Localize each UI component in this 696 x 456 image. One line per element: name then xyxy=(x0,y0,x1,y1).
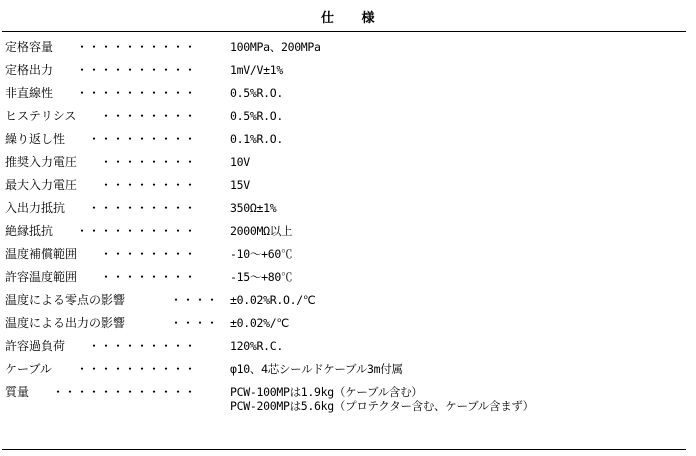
spec-label: 温度による出力の影響 xyxy=(5,316,126,330)
spec-row-allowable-temp-range xyxy=(0,270,696,290)
spec-value: 120%R.C. xyxy=(230,339,283,353)
spec-label: 入出力抵抗 xyxy=(5,201,66,215)
top-divider xyxy=(2,31,686,32)
spec-label: 許容温度範囲 xyxy=(5,270,78,284)
spec-row-temp-effect-output xyxy=(0,316,696,336)
spec-label: 許容過負荷 xyxy=(5,339,66,353)
spec-value: φ10、4芯シールドケーブル3m付属 xyxy=(230,362,403,376)
spec-label: ヒステリシス xyxy=(5,109,77,123)
spec-label: 質量 xyxy=(5,385,30,399)
spec-label: 最大入力電圧 xyxy=(5,178,78,192)
spec-label: 定格出力 xyxy=(5,63,54,77)
spec-row-nonlinearity xyxy=(0,86,696,106)
spec-value: -15～+80℃ xyxy=(230,270,293,284)
spec-leader: ・・・・・・・・ xyxy=(100,247,197,261)
spec-row-allowable-overload xyxy=(0,339,696,359)
spec-label: 非直線性 xyxy=(5,86,54,100)
spec-row-rated-capacity xyxy=(0,40,696,60)
spec-label: ケーブル xyxy=(5,362,52,376)
spec-value-line-1: PCW-100MPは1.9kg（ケーブル含む） xyxy=(230,385,423,399)
spec-value: 0.5%R.O. xyxy=(230,86,283,100)
spec-row-recommended-voltage xyxy=(0,155,696,175)
spec-leader: ・・・・・・・・・ xyxy=(88,201,197,215)
spec-leader: ・・・・・・・・・ xyxy=(88,339,197,353)
spec-leader: ・・・・・・・・・・ xyxy=(76,40,197,54)
spec-value: 2000MΩ以上 xyxy=(230,224,293,238)
spec-leader: ・・・・・・・・ xyxy=(100,270,197,284)
spec-label: 絶縁抵抗 xyxy=(5,224,54,238)
spec-value: 350Ω±1% xyxy=(230,201,277,215)
spec-row-mass xyxy=(0,385,696,419)
spec-label: 繰り返し性 xyxy=(5,132,66,146)
spec-label: 温度による零点の影響 xyxy=(5,293,126,307)
spec-value: ±0.02%/℃ xyxy=(230,316,289,330)
spec-row-insulation-resistance xyxy=(0,224,696,244)
spec-value-line-2: PCW-200MPは5.6kg（プロテクター含む、ケーブル含まず） xyxy=(230,399,534,413)
spec-row-compensated-temp-range xyxy=(0,247,696,267)
spec-row-temp-effect-zero xyxy=(0,293,696,313)
spec-row-max-voltage xyxy=(0,178,696,198)
spec-value: 100MPa、200MPa xyxy=(230,40,321,54)
page-title: 仕 様 xyxy=(320,11,375,26)
spec-leader: ・・・・・・・・ xyxy=(100,109,197,123)
spec-leader: ・・・・・・・・ xyxy=(100,155,197,169)
spec-label: 定格容量 xyxy=(5,40,54,54)
spec-value: ±0.02%R.O./℃ xyxy=(230,293,316,307)
spec-row-repeatability xyxy=(0,132,696,152)
spec-value: -10～+60℃ xyxy=(230,247,293,261)
spec-row-cable xyxy=(0,362,696,382)
bottom-divider xyxy=(2,449,686,450)
spec-value: 15V xyxy=(230,178,250,192)
spec-row-rated-output xyxy=(0,63,696,83)
spec-value-multiline xyxy=(230,385,534,413)
spec-leader: ・・・・・・・・・・ xyxy=(76,86,197,100)
spec-value: 1mV/V±1% xyxy=(230,63,283,77)
spec-label: 温度補償範囲 xyxy=(5,247,78,261)
spec-label: 推奨入力電圧 xyxy=(5,155,78,169)
spec-leader: ・・・・・・・・・・ xyxy=(76,63,197,77)
spec-row-hysteresis xyxy=(0,109,696,129)
spec-leader: ・・・・・・・・・・・・ xyxy=(52,385,197,399)
spec-leader: ・・・・ xyxy=(170,293,219,307)
spec-row-io-resistance xyxy=(0,201,696,221)
spec-value: 0.5%R.O. xyxy=(230,109,283,123)
spec-value: 10V xyxy=(230,155,250,169)
spec-leader: ・・・・・・・・ xyxy=(100,178,197,192)
spec-leader: ・・・・ xyxy=(170,316,219,330)
spec-leader: ・・・・・・・・・ xyxy=(88,132,197,146)
spec-leader: ・・・・・・・・・・ xyxy=(76,362,197,376)
spec-leader: ・・・・・・・・・・ xyxy=(76,224,197,238)
spec-value: 0.1%R.O. xyxy=(230,132,283,146)
